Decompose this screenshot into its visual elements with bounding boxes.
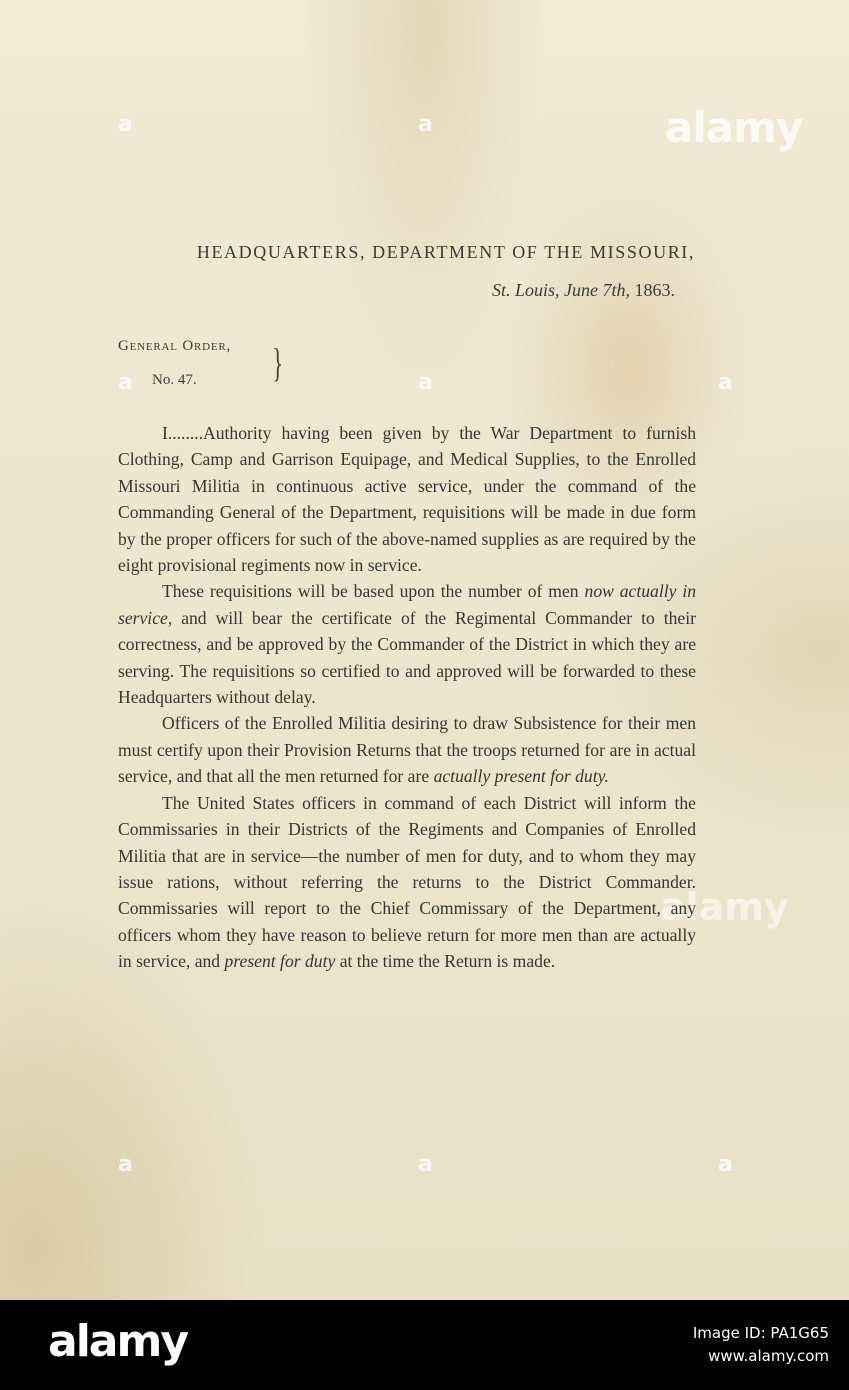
dateline (330, 280, 675, 301)
site-url: www.alamy.com (708, 1347, 829, 1365)
dateline-place-date: St. Louis, June 7th, (492, 280, 630, 300)
paragraph-2-text: These requisitions will be based upon the number of men (162, 581, 579, 602)
watermark-logo: alamy (665, 103, 803, 152)
footer-bar (0, 1300, 849, 1390)
document-heading: HEADQUARTERS, DEPARTMENT OF THE MISSOURI, (196, 242, 695, 262)
paragraph-3-text: Officers of the Enrolled Militia desiring to draw Subsistence for their men must certify upon their Provision Returns that the troops returned for are in actual service, and that all the men returned for are (118, 713, 696, 787)
paragraph-3-emphasis: actually present for duty. (433, 766, 609, 787)
watermark-mark: a (118, 1152, 133, 1177)
watermark-mark: a (418, 1152, 433, 1177)
footer-info (693, 1322, 829, 1368)
watermark-mark: a (118, 370, 133, 395)
order-label: General Order, (118, 338, 232, 354)
dateline-year: 1863. (634, 280, 675, 300)
watermark-mark: a (418, 370, 433, 395)
paragraph-4-emphasis: present for duty (224, 951, 336, 972)
paragraph-2 (118, 578, 696, 710)
footer-logo: alamy (48, 1316, 187, 1367)
watermark-mark: a (418, 112, 433, 137)
watermark-mark: a (718, 1152, 733, 1177)
paragraph-4-text: at the time the Return is made. (339, 951, 556, 972)
order-block (118, 338, 283, 388)
watermark-mark: a (118, 112, 133, 137)
paragraph-3 (118, 710, 696, 789)
paragraph-1: I........Authority having been given by the War Department to furnish Clothing, Camp and Garrison Equipage, and Medical Supplies, to the Enrolled Missouri Militia in continuous active service, under the command of the Commanding General of the Department, requisitions will be made in due form by the proper officers for such of the above-named supplies as are required by the eight provisional regiments now in service. (118, 423, 696, 576)
watermark-row (0, 370, 849, 396)
paragraph-4 (118, 790, 696, 975)
watermark-logo: alamy (660, 885, 789, 929)
watermark-row (0, 1152, 849, 1178)
image-id: Image ID: PA1G65 (692, 1324, 829, 1342)
order-number: No. 47. (152, 372, 197, 388)
watermark-mark: a (718, 370, 733, 395)
order-body (118, 420, 696, 975)
paragraph-2-text: and will bear the certificate of the Regimental Commander to their correctness, and be approved by the Commander of the District in which they are serving. The requisitions so certified to and approved will be forwarded to these Headquarters without delay. (118, 607, 696, 708)
paragraph-2-emphasis: now actually in service, (118, 581, 696, 628)
paragraph-4-text: The United States officers in command of each District will inform the Commissaries in their Districts of the Regiments and Companies of Enrolled Militia that are in service—the number of men for duty, and to whom they may issue rations, without referring the returns to the District Commander. Commissaries will report to the Chief Commissary of the Department, any officers whom they have reason to believe return for more men than are actually in service, and (118, 792, 696, 972)
brace-mark: } (272, 340, 283, 385)
